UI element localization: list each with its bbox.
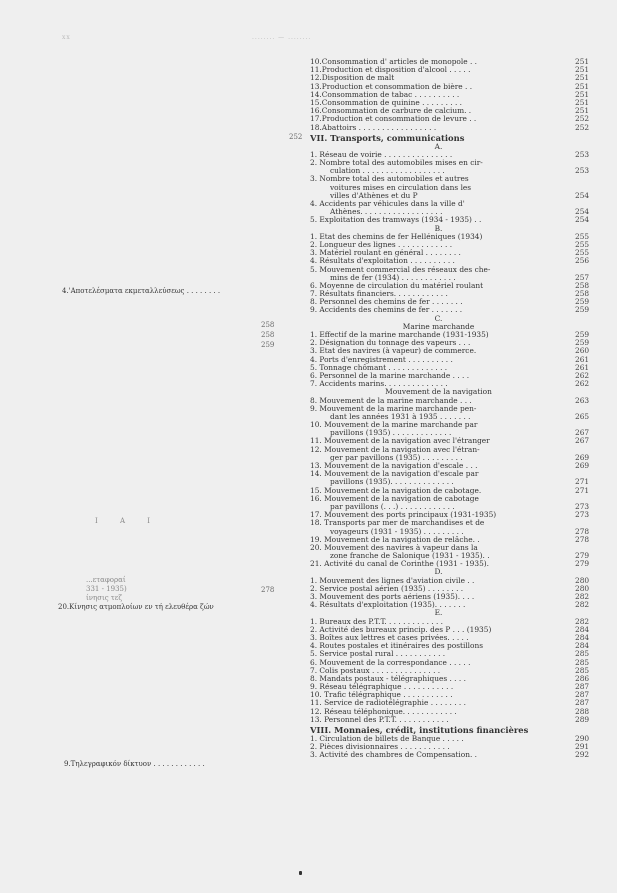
toc-entry-text: 5. Service postal rural . . . . . . . . . . . xyxy=(310,650,446,659)
subsection-heading xyxy=(310,225,605,233)
running-title: ........ — ........ xyxy=(252,34,312,41)
subsection-heading xyxy=(310,323,605,331)
toc-entry-text: 12. Mouvement de la navigation avec l'étran- xyxy=(310,445,480,454)
toc-entry xyxy=(310,216,605,224)
toc-entry-text: 2. Longueur des lignes . . . . . . . . . . . . xyxy=(310,240,453,249)
toc-entry-text: Marine marchande xyxy=(402,322,475,331)
toc-entry xyxy=(310,249,605,257)
toc-entry-text: 14.Consommation de tabac . . . . . . . . . . xyxy=(310,90,460,99)
toc-page-number: 273 xyxy=(575,510,590,520)
toc-entry-text: 9. Réseau télégraphique . . . . . . . . . . . xyxy=(310,683,454,692)
toc-entry xyxy=(310,642,605,650)
toc-entry-text: 10.Consommation d' articles de monopole . . xyxy=(310,58,478,66)
left-page-number: 252 xyxy=(289,133,303,141)
toc-entry-text: 7. Accidents marins. . . . . . . . . . . . . . xyxy=(310,380,448,389)
toc-entry-text: VIII. Monnaies, crédit, institutions financières xyxy=(310,725,529,735)
toc-entry xyxy=(310,380,605,388)
toc-entry-text: 15.Consommation de quinine . . . . . . . . . xyxy=(310,98,463,107)
table-of-contents xyxy=(310,58,605,760)
toc-entry xyxy=(310,233,605,241)
toc-entry xyxy=(310,650,605,658)
toc-entry-text: 1. Réseau de voirie . . . . . . . . . . . . . . . xyxy=(310,150,453,159)
toc-entry xyxy=(310,716,605,724)
toc-entry-text: villes d'Athènes et du P xyxy=(330,191,418,200)
toc-page-number: 279 xyxy=(575,559,590,569)
toc-entry xyxy=(310,552,605,560)
toc-entry-text: 5. Exploitation des tramways (1934 - 1935) . . xyxy=(310,216,482,225)
toc-entry-text: 12. Réseau téléphonique. . . . . . . . . . . . xyxy=(310,707,457,716)
toc-entry-text: 10. Mouvement de la marine marchande par xyxy=(310,421,478,430)
toc-entry-text: dant les années 1931 à 1935 . . . . . . . xyxy=(330,412,471,421)
toc-entry xyxy=(310,405,605,413)
toc-entry xyxy=(310,413,605,421)
toc-entry-text: 8. Mouvement de la marine marchande . . . xyxy=(310,396,472,405)
toc-page-number: 263 xyxy=(575,395,590,405)
page-number: xx xyxy=(62,34,71,41)
toc-entry xyxy=(310,626,605,634)
toc-entry xyxy=(310,331,605,339)
toc-entry xyxy=(310,241,605,249)
toc-page-number: 259 xyxy=(575,330,590,339)
toc-page-number: 254 xyxy=(575,207,590,217)
toc-entry-text: 2. Service postal aérien (1935) . . . . . . . . xyxy=(310,584,464,593)
toc-page-number: 252 xyxy=(575,114,590,124)
toc-entry-text: 20. Mouvement des navires à vapeur dans la xyxy=(310,543,478,552)
toc-page-number: 253 xyxy=(575,166,590,176)
toc-entry xyxy=(310,437,605,445)
toc-entry xyxy=(310,743,605,751)
toc-entry xyxy=(310,675,605,683)
toc-entry xyxy=(310,585,605,593)
toc-page-number: 255 xyxy=(575,248,590,258)
toc-page-number: 262 xyxy=(575,379,590,389)
toc-entry-text: 6. Personnel de la marine marchande . . . . xyxy=(310,371,470,380)
toc-entry xyxy=(310,470,605,478)
toc-entry xyxy=(310,372,605,380)
toc-entry-text: 3. Activité des chambres de Compensation. . xyxy=(310,751,478,760)
toc-entry-text: 21. Activité du canal de Corinthe (1931 - 1935). xyxy=(310,560,490,569)
toc-entry xyxy=(310,282,605,290)
toc-page-number: 259 xyxy=(575,305,590,315)
toc-entry-text: 4. Résultats d'exploitation . . . . . . . . . . xyxy=(310,257,455,266)
toc-entry-text: 3. Matériel roulant en général . . . . . . . . xyxy=(310,249,461,258)
toc-entry-text: 7. Colis postaux . . . . . . . . . . . . . . . xyxy=(310,666,441,675)
left-entry: 20.Κίνησις ατμοπλοίων εν τή ελευθέρα ζών xyxy=(58,603,214,611)
toc-page-number: 269 xyxy=(575,452,590,462)
toc-entry xyxy=(310,528,605,536)
toc-page-number: 251 xyxy=(575,106,590,116)
toc-entry-text: 1. Bureaux des P.T.T. . . . . . . . . . . . . xyxy=(310,617,444,626)
toc-entry-text: 17.Production et consommation de levure . . xyxy=(310,115,477,124)
toc-entry xyxy=(310,699,605,707)
toc-entry-text: voyageurs (1931 - 1935) . . . . . . . . . xyxy=(330,527,464,536)
toc-entry xyxy=(310,192,605,200)
toc-entry xyxy=(310,339,605,347)
toc-entry-text: 4. Ports d'enregistrement . . . . . . . . . . xyxy=(310,355,453,364)
toc-entry-text: 18. Transports par mer de marchandises et de xyxy=(310,519,485,528)
toc-entry xyxy=(310,667,605,675)
toc-entry-text: C. xyxy=(434,314,443,323)
toc-entry xyxy=(310,511,605,519)
toc-entry-text: 8. Mandats postaux - télégraphiques . . . . xyxy=(310,674,466,683)
toc-page-number: 261 xyxy=(575,362,590,372)
toc-entry-text: 18.Abattoirs . . . . . . . . . . . . . . . . . xyxy=(310,123,437,132)
toc-entry-text: 14. Mouvement de la navigation d'escale par xyxy=(310,470,479,479)
toc-entry-text: 3. Mouvement des ports aériens (1935). . . . xyxy=(310,593,475,601)
toc-entry xyxy=(310,91,605,99)
toc-entry-text: 10. Trafic télégraphique . . . . . . . . . . . xyxy=(310,691,453,700)
toc-page-number: 278 xyxy=(575,534,590,544)
toc-entry-text: pavillons (1935). . . . . . . . . . . . . . xyxy=(330,478,454,487)
toc-entry-text: ger par pavillons (1935) . . . . . . . . . xyxy=(330,453,463,462)
toc-entry xyxy=(310,478,605,486)
toc-entry-text: 8. Personnel des chemins de fer . . . . . . . xyxy=(310,298,463,307)
toc-entry xyxy=(310,184,605,192)
toc-page-number: 284 xyxy=(575,641,590,651)
left-entry: 4.'Αποτελέσματα εκμεταλλεύσεως . . . . . . . . xyxy=(62,287,221,295)
toc-page-number: 289 xyxy=(575,714,590,724)
toc-page-number: 251 xyxy=(575,57,590,66)
bullet-mark xyxy=(299,871,302,875)
toc-entry xyxy=(310,124,605,132)
toc-page-number: 282 xyxy=(575,616,590,626)
toc-entry xyxy=(310,200,605,208)
left-entry: 9.Τηλεγραφικόν δίκτυον . . . . . . . . . . . . xyxy=(64,760,205,768)
toc-page-number: 271 xyxy=(575,485,590,495)
toc-page-number: 280 xyxy=(575,583,590,593)
toc-entry xyxy=(310,159,605,167)
toc-entry-text: 2. Pièces divisionnaires . . . . . . . . . . . xyxy=(310,743,450,752)
toc-entry xyxy=(310,735,605,743)
toc-page-number: 265 xyxy=(575,411,590,421)
left-entry: ...εταφοραί xyxy=(86,576,126,584)
toc-entry-text: 12.Disposition de malt xyxy=(310,74,395,83)
toc-entry xyxy=(310,577,605,585)
toc-entry xyxy=(310,536,605,544)
toc-entry-text: 4. Accidents par véhicules dans la ville d' xyxy=(310,200,465,208)
toc-entry xyxy=(310,74,605,82)
toc-entry xyxy=(310,151,605,159)
toc-page-number: 251 xyxy=(575,65,590,75)
toc-entry xyxy=(310,115,605,123)
toc-entry-text: Mouvement de la navigation xyxy=(385,388,492,397)
toc-entry xyxy=(310,544,605,552)
toc-entry-text: D. xyxy=(434,568,443,577)
toc-entry-text: 2. Désignation du tonnage des vapeurs . . . xyxy=(310,339,471,348)
toc-page-number: 278 xyxy=(575,526,590,536)
toc-entry xyxy=(310,298,605,306)
toc-entry-text: 1. Mouvement des lignes d'aviation civile . . xyxy=(310,576,475,585)
toc-entry-text: 11.Production et disposition d'alcool . . . . . xyxy=(310,66,471,75)
toc-entry xyxy=(310,397,605,405)
toc-page-number: 255 xyxy=(575,231,590,241)
left-entry: ίνησις τεζ xyxy=(86,594,123,602)
toc-page-number: 251 xyxy=(575,89,590,99)
toc-entry-text: 19. Mouvement de la navigation de relâche. . xyxy=(310,535,480,544)
toc-page-number: 255 xyxy=(575,239,590,249)
toc-entry-text: 15. Mouvement de la navigation de cabotage. xyxy=(310,486,482,495)
section-heading xyxy=(310,133,605,143)
toc-entry xyxy=(310,356,605,364)
toc-page-number: 259 xyxy=(575,338,590,348)
toc-entry-text: 7. Résultats financiers. . . . . . . . . . . . xyxy=(310,290,448,299)
toc-entry xyxy=(310,107,605,115)
toc-page-number: 267 xyxy=(575,428,590,438)
section-heading xyxy=(310,725,605,735)
toc-entry xyxy=(310,429,605,437)
toc-page-number: 261 xyxy=(575,354,590,364)
toc-entry xyxy=(310,58,605,66)
left-entry: Ι Α Ι xyxy=(95,517,161,525)
subsection-heading xyxy=(310,315,605,323)
toc-entry-text: 1. Etat des chemins de fer Helléniques (1934) xyxy=(310,232,483,241)
toc-entry-text: 16. Mouvement de la navigation de cabotage xyxy=(310,494,479,503)
toc-page-number: 254 xyxy=(575,215,590,225)
toc-entry-text: 1. Effectif de la marine marchande (1931-1935) xyxy=(310,331,489,339)
toc-entry xyxy=(310,274,605,282)
left-entry: 331 - 1935) xyxy=(86,585,127,593)
toc-entry xyxy=(310,751,605,759)
toc-page-number: 257 xyxy=(575,272,590,282)
toc-entry xyxy=(310,487,605,495)
toc-entry xyxy=(310,454,605,462)
toc-entry-text: 13. Personnel des P.T.T. . . . . . . . . . . . xyxy=(310,715,449,724)
toc-entry xyxy=(310,266,605,274)
toc-page-number: 260 xyxy=(575,346,590,356)
toc-page-number: 292 xyxy=(575,750,590,760)
toc-entry-text: VII. Transports, communications xyxy=(310,132,465,143)
toc-entry-text: culation . . . . . . . . . . . . . . . . . . xyxy=(330,167,445,176)
toc-entry xyxy=(310,519,605,527)
toc-entry xyxy=(310,708,605,716)
toc-entry xyxy=(310,99,605,107)
toc-page-number: 282 xyxy=(575,592,590,601)
toc-entry xyxy=(310,601,605,609)
toc-entry xyxy=(310,659,605,667)
toc-entry-text: 17. Mouvement des ports principaux (1931-1935) xyxy=(310,511,497,520)
toc-page-number: 262 xyxy=(575,370,590,380)
toc-entry-text: voitures mises en circulation dans les xyxy=(330,183,472,192)
toc-page-number: 285 xyxy=(575,649,590,659)
toc-page-number: 287 xyxy=(575,690,590,700)
toc-entry xyxy=(310,593,605,601)
toc-page-number: 284 xyxy=(575,624,590,634)
toc-page-number: 253 xyxy=(575,149,590,159)
toc-entry xyxy=(310,347,605,355)
toc-entry-text: mins de fer (1934) . . . . . . . . . . . . xyxy=(330,273,456,282)
toc-entry xyxy=(310,208,605,216)
toc-entry-text: par pavillons (. . .) . . . . . . . . . . . . xyxy=(330,502,455,511)
toc-entry-text: B. xyxy=(434,224,443,233)
left-page-number: 278 xyxy=(261,586,275,594)
toc-page-number: 251 xyxy=(575,73,590,83)
toc-entry-text: 13.Production et consommation de bière . . xyxy=(310,82,473,91)
toc-page-number: 271 xyxy=(575,477,590,487)
toc-page-number: 259 xyxy=(575,297,590,307)
toc-entry-text: 3. Boîtes aux lettres et cases privées. . . . . xyxy=(310,633,469,642)
toc-entry xyxy=(310,683,605,691)
toc-entry xyxy=(310,66,605,74)
toc-entry-text: 6. Moyenne de circulation du matériel roulant xyxy=(310,281,484,290)
toc-page-number: 251 xyxy=(575,81,590,91)
toc-entry-text: 9. Accidents des chemins de fer . . . . . . . xyxy=(310,306,463,315)
toc-page-number: 269 xyxy=(575,461,590,470)
toc-page-number: 252 xyxy=(575,122,590,132)
toc-entry-text: 11. Mouvement de la navigation avec l'étranger xyxy=(310,437,490,446)
toc-page-number: 288 xyxy=(575,706,590,716)
toc-entry xyxy=(310,495,605,503)
toc-entry-text: 2. Nombre total des automobiles mises en cir- xyxy=(310,159,483,168)
toc-page-number: 258 xyxy=(575,280,590,290)
toc-page-number: 290 xyxy=(575,734,590,743)
toc-entry xyxy=(310,560,605,568)
toc-entry xyxy=(310,462,605,470)
toc-entry-text: 11. Service de radiotélégraphie . . . . . . . . xyxy=(310,699,466,708)
toc-page-number: 287 xyxy=(575,698,590,708)
toc-page-number: 282 xyxy=(575,600,590,610)
toc-entry-text: 16.Consommation de carbure de calcium. . xyxy=(310,107,472,116)
toc-entry xyxy=(310,257,605,265)
toc-page-number: 251 xyxy=(575,97,590,107)
left-page-number: 258 xyxy=(261,321,275,329)
subsection-heading xyxy=(310,143,605,151)
subsection-heading xyxy=(310,388,605,396)
toc-page-number: 256 xyxy=(575,256,590,266)
toc-page-number: 284 xyxy=(575,632,590,642)
toc-entry xyxy=(310,503,605,511)
toc-entry-text: 9. Mouvement de la marine marchande pen- xyxy=(310,404,477,413)
left-page-number: 258 xyxy=(261,331,275,339)
toc-page-number: 267 xyxy=(575,436,590,446)
left-page-number: 259 xyxy=(261,341,275,349)
toc-page-number: 273 xyxy=(575,501,590,511)
toc-entry xyxy=(310,306,605,314)
toc-entry-text: 2. Activité des bureaux princip. des P . . . (1935) xyxy=(310,625,492,634)
toc-page-number: 287 xyxy=(575,682,590,692)
toc-entry xyxy=(310,618,605,626)
toc-entry xyxy=(310,691,605,699)
toc-entry-text: 4. Résultats d'exploitation (1935). . . . . . . xyxy=(310,601,466,610)
toc-entry xyxy=(310,167,605,175)
toc-entry-text: 3. Nombre total des automobiles et autres xyxy=(310,175,469,184)
toc-page-number: 291 xyxy=(575,742,590,752)
toc-page-number: 280 xyxy=(575,575,590,585)
toc-entry xyxy=(310,634,605,642)
toc-entry-text: A. xyxy=(434,142,443,151)
toc-page-number: 279 xyxy=(575,551,590,561)
toc-entry-text: 5. Mouvement commercial des réseaux des che- xyxy=(310,265,491,274)
toc-entry-text: 5. Tonnage chômant . . . . . . . . . . . . . xyxy=(310,363,448,372)
toc-entry-text: E. xyxy=(434,609,443,618)
toc-entry-text: Athènes. . . . . . . . . . . . . . . . . . xyxy=(330,208,443,217)
toc-entry xyxy=(310,446,605,454)
toc-entry-text: 3. Etat des navires (à vapeur) de commerce. xyxy=(310,347,477,356)
toc-page-number: 286 xyxy=(575,673,590,683)
toc-entry xyxy=(310,364,605,372)
left-column-faded xyxy=(0,0,305,893)
toc-entry-text: 4. Routes postales et itinéraires des postillons xyxy=(310,642,484,651)
toc-page-number: 285 xyxy=(575,657,590,667)
toc-page-number: 258 xyxy=(575,289,590,299)
toc-entry xyxy=(310,175,605,183)
toc-entry-text: pavillons (1935) . . . . . . . . . . . . . xyxy=(330,429,452,438)
toc-page-number: 254 xyxy=(575,190,590,200)
subsection-heading xyxy=(310,609,605,617)
toc-entry-text: 1. Circulation de billets de Banque . . . . . xyxy=(310,735,464,743)
toc-entry xyxy=(310,290,605,298)
toc-entry-text: 6. Mouvement de la correspondance . . . . . xyxy=(310,658,471,667)
toc-page-number: 285 xyxy=(575,665,590,675)
toc-entry-text: 13. Mouvement de la navigation d'escale . . . xyxy=(310,462,478,470)
toc-entry xyxy=(310,83,605,91)
subsection-heading xyxy=(310,568,605,576)
toc-entry-text: zone franche de Salonique (1931 - 1935). . xyxy=(330,552,490,561)
toc-entry xyxy=(310,421,605,429)
